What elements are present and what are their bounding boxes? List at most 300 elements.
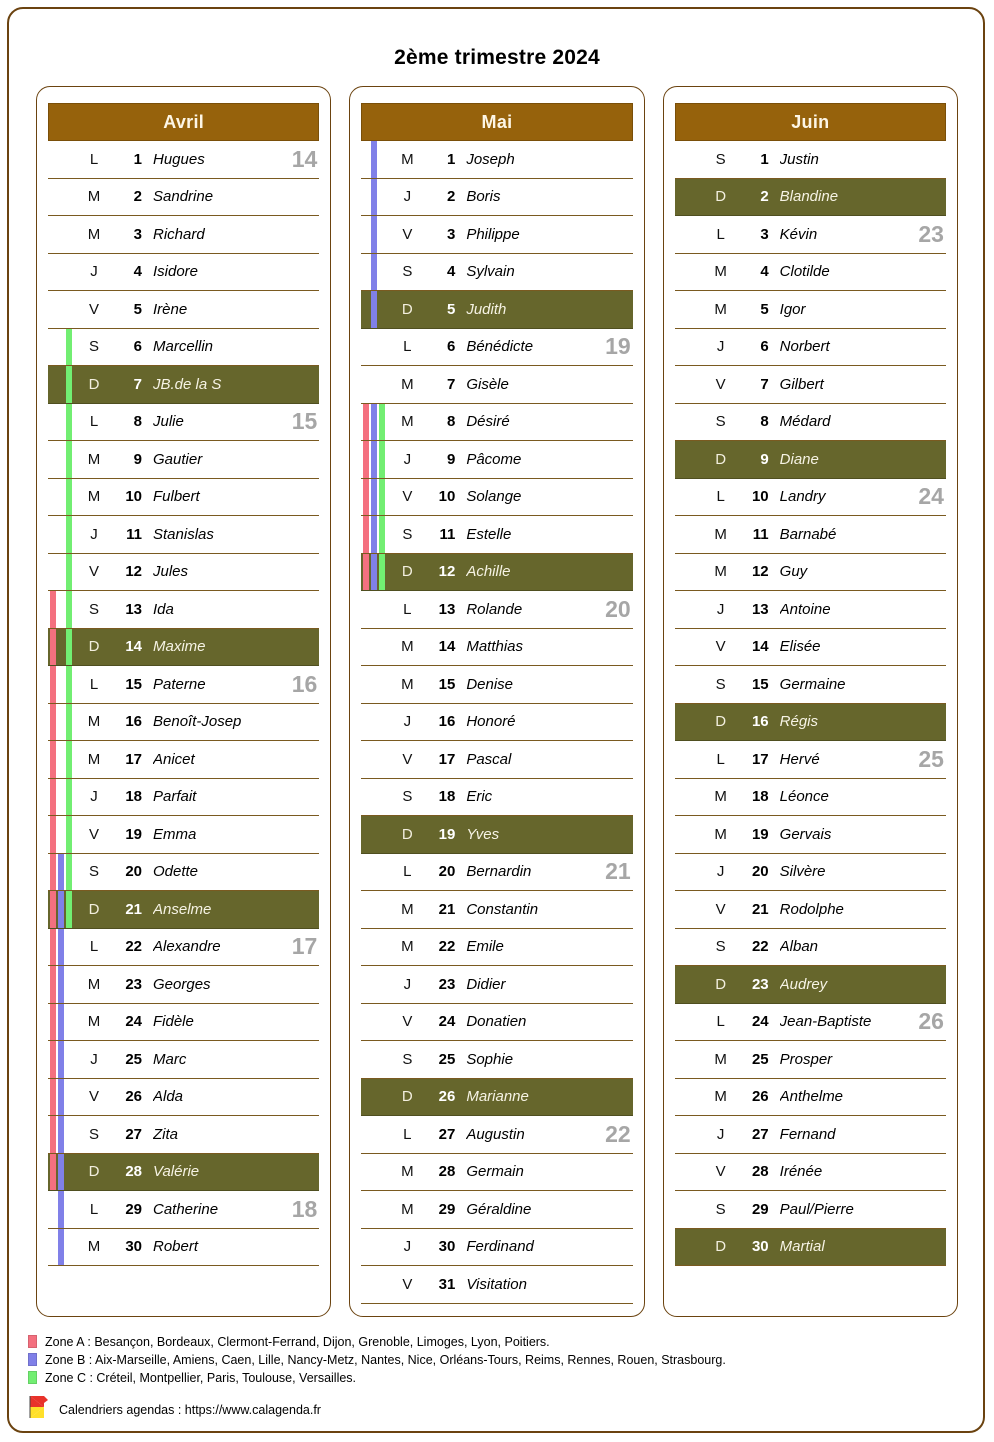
day-number: 7: [446, 375, 456, 393]
zone-b-spacer: [58, 216, 64, 253]
zone-a-stripe: [50, 741, 56, 778]
day-of-week: M: [401, 150, 414, 168]
day-of-week: L: [716, 1013, 725, 1031]
vacation-zone-stripes: [677, 1191, 701, 1228]
zone-b-spacer: [685, 704, 691, 741]
day-row[interactable]: [48, 666, 319, 704]
day-of-week: J: [403, 188, 412, 206]
day-number: 25: [438, 1050, 456, 1068]
day-row[interactable]: [675, 929, 946, 967]
day-number: 17: [751, 750, 769, 768]
zone-b-spacer: [58, 329, 64, 366]
day-number: 29: [125, 1200, 142, 1218]
day-of-week: V: [715, 1163, 726, 1181]
day-number: 11: [126, 525, 142, 543]
saint-name: Fernand: [779, 1125, 836, 1143]
day-number: 10: [125, 488, 142, 506]
day-number: 10: [438, 488, 456, 506]
day-row[interactable]: [675, 1229, 946, 1267]
day-number: 8: [133, 413, 142, 431]
zone-b-spacer: [685, 479, 691, 516]
week-number: 16: [291, 670, 318, 697]
day-row[interactable]: [48, 254, 319, 292]
zone-a-spacer: [363, 1116, 369, 1153]
saint-name: Visitation: [466, 1275, 527, 1293]
day-row[interactable]: [675, 554, 946, 592]
vacation-zone-stripes: [363, 1004, 387, 1041]
day-of-week: M: [401, 1163, 414, 1181]
day-number: 15: [438, 675, 456, 693]
day-number: 15: [751, 675, 769, 693]
day-row[interactable]: [361, 291, 632, 329]
day-number: 5: [133, 300, 142, 318]
day-row[interactable]: [361, 404, 632, 442]
day-row[interactable]: [361, 854, 632, 892]
zone-a-spacer: [363, 929, 369, 966]
vacation-zone-stripes: [50, 441, 74, 478]
day-row[interactable]: [675, 666, 946, 704]
day-of-week: V: [402, 1275, 413, 1293]
day-row[interactable]: [48, 441, 319, 479]
zone-b-spacer: [685, 179, 691, 216]
day-row[interactable]: [675, 179, 946, 217]
zone-b-spacer: [685, 441, 691, 478]
day-of-week: L: [716, 225, 725, 243]
day-row[interactable]: [361, 929, 632, 967]
day-row[interactable]: [675, 1079, 946, 1117]
day-row[interactable]: [361, 179, 632, 217]
vacation-zone-stripes: [50, 966, 74, 1003]
day-row[interactable]: [675, 254, 946, 292]
day-row[interactable]: [48, 1041, 319, 1079]
day-row[interactable]: [48, 1154, 319, 1192]
day-row[interactable]: [361, 629, 632, 667]
zone-a-spacer: [50, 554, 56, 591]
day-row[interactable]: [675, 816, 946, 854]
day-row[interactable]: [48, 741, 319, 779]
saint-name: Robert: [153, 1238, 199, 1256]
day-row[interactable]: [361, 966, 632, 1004]
day-of-week: S: [88, 863, 99, 881]
saint-name: Hugues: [153, 150, 205, 168]
zone-a-spacer: [677, 1154, 683, 1191]
day-of-week: M: [714, 563, 727, 581]
day-row[interactable]: [48, 1004, 319, 1042]
day-row[interactable]: [675, 291, 946, 329]
day-number: 22: [438, 938, 456, 956]
zone-b-spacer: [685, 1154, 691, 1191]
day-row[interactable]: [48, 1079, 319, 1117]
day-row[interactable]: [48, 591, 319, 629]
day-of-week: V: [402, 750, 413, 768]
day-row[interactable]: [675, 366, 946, 404]
day-of-week: V: [402, 225, 413, 243]
day-row[interactable]: [48, 216, 319, 254]
saint-name: Marc: [153, 1050, 187, 1068]
day-row[interactable]: [675, 741, 946, 779]
saint-name: Stanislas: [153, 525, 214, 543]
zone-a-spacer: [677, 141, 683, 178]
day-row[interactable]: [675, 1191, 946, 1229]
day-of-week: M: [87, 1238, 101, 1256]
zone-b-spacer: [685, 291, 691, 328]
day-number: 29: [438, 1200, 456, 1218]
vacation-zone-stripes: [50, 891, 74, 928]
vacation-zone-stripes: [677, 254, 701, 291]
zone-a-spacer: [363, 1079, 369, 1116]
legend-swatch-a: [28, 1335, 37, 1348]
zone-a-spacer: [50, 404, 56, 441]
day-row[interactable]: [48, 929, 319, 967]
day-row[interactable]: [361, 441, 632, 479]
day-row[interactable]: [48, 1229, 319, 1267]
vacation-zone-stripes: [677, 741, 701, 778]
zone-b-spacer: [371, 854, 377, 891]
vacation-zone-stripes: [677, 629, 701, 666]
zone-a-spacer: [363, 704, 369, 741]
zone-b-spacer: [371, 1229, 377, 1266]
zone-a-spacer: [363, 891, 369, 928]
zone-b-spacer: [371, 1191, 377, 1228]
day-number: 30: [125, 1238, 142, 1256]
day-of-week: J: [403, 450, 412, 468]
day-row[interactable]: [675, 1004, 946, 1042]
day-number: 16: [125, 713, 142, 731]
legend-text: Zone B : Aix-Marseille, Amiens, Caen, Lille, Nancy-Metz, Nantes, Nice, Orléans-Tours, Reims, Rennes, Rouen, Strasbourg.: [45, 1352, 726, 1367]
saint-name: Justin: [779, 150, 819, 168]
vacation-zone-stripes: [50, 1116, 74, 1153]
vacation-zone-stripes: [50, 179, 74, 216]
day-number: 29: [751, 1200, 769, 1218]
day-row[interactable]: [361, 1041, 632, 1079]
zone-b-spacer: [371, 1116, 377, 1153]
day-row[interactable]: [675, 141, 946, 179]
zone-a-spacer: [363, 1266, 369, 1303]
day-number: 17: [438, 750, 456, 768]
day-of-week: J: [716, 600, 725, 618]
saint-name: Philippe: [466, 225, 520, 243]
day-of-week: J: [90, 1050, 98, 1068]
day-row[interactable]: [361, 591, 632, 629]
vacation-zone-stripes: [677, 516, 701, 553]
day-row[interactable]: [48, 779, 319, 817]
zone-b-spacer: [685, 591, 691, 628]
day-row[interactable]: [48, 966, 319, 1004]
day-row[interactable]: [361, 1266, 632, 1304]
zone-a-spacer: [677, 329, 683, 366]
zone-b-spacer: [685, 329, 691, 366]
day-row[interactable]: [675, 891, 946, 929]
zone-b-stripe: [371, 291, 377, 328]
saint-name: Audrey: [779, 975, 828, 993]
day-of-week: M: [87, 1013, 101, 1031]
day-row[interactable]: [675, 216, 946, 254]
day-of-week: S: [715, 413, 726, 431]
day-row[interactable]: [48, 479, 319, 517]
day-list: [48, 141, 319, 1266]
day-row[interactable]: [361, 554, 632, 592]
day-number: 27: [438, 1125, 456, 1143]
day-row[interactable]: [675, 1154, 946, 1192]
day-row[interactable]: [48, 704, 319, 742]
zone-a-spacer: [363, 741, 369, 778]
saint-name: Barnabé: [779, 525, 837, 543]
day-row[interactable]: [675, 479, 946, 517]
vacation-zone-stripes: [677, 1116, 701, 1153]
vacation-zone-stripes: [50, 516, 74, 553]
day-row[interactable]: [361, 1004, 632, 1042]
day-row[interactable]: [48, 854, 319, 892]
month-header: Juin: [675, 103, 946, 141]
zone-a-spacer: [677, 816, 683, 853]
zone-a-spacer: [677, 441, 683, 478]
saint-name: Ida: [153, 600, 174, 618]
day-of-week: S: [88, 1125, 99, 1143]
day-list: [361, 141, 632, 1304]
zone-a-spacer: [677, 291, 683, 328]
day-number: 18: [751, 788, 769, 806]
vacation-zone-stripes: [50, 291, 74, 328]
day-row[interactable]: [675, 854, 946, 892]
day-row[interactable]: [675, 779, 946, 817]
day-number: 30: [751, 1238, 769, 1256]
saint-name: Zita: [153, 1125, 179, 1143]
saint-name: Rolande: [466, 600, 523, 618]
zone-a-spacer: [50, 479, 56, 516]
day-row[interactable]: [675, 1116, 946, 1154]
day-number: 20: [438, 863, 456, 881]
day-row[interactable]: [675, 1041, 946, 1079]
zone-a-stripe: [50, 591, 56, 628]
day-of-week: J: [90, 263, 98, 281]
zone-a-stripe: [50, 1004, 56, 1041]
day-of-week: M: [87, 750, 101, 768]
zone-a-spacer: [50, 179, 56, 216]
zone-a-stripe: [50, 704, 56, 741]
zone-a-stripe: [363, 441, 369, 478]
legend-swatch-b: [28, 1353, 37, 1366]
week-number: 24: [918, 483, 944, 510]
day-row[interactable]: [675, 329, 946, 367]
day-of-week: J: [90, 788, 98, 806]
day-row[interactable]: [675, 704, 946, 742]
zone-b-spacer: [371, 1079, 377, 1116]
zone-a-spacer: [363, 779, 369, 816]
zone-b-spacer: [685, 966, 691, 1003]
day-row[interactable]: [675, 441, 946, 479]
zone-a-spacer: [677, 929, 683, 966]
zone-a-spacer: [677, 629, 683, 666]
day-row[interactable]: [361, 516, 632, 554]
day-row[interactable]: [48, 816, 319, 854]
zone-a-spacer: [363, 254, 369, 291]
vacation-zone-stripes: [363, 1191, 387, 1228]
zone-b-spacer: [58, 404, 64, 441]
zone-b-spacer: [685, 366, 691, 403]
day-of-week: M: [714, 825, 727, 843]
day-row[interactable]: [675, 404, 946, 442]
saint-name: Richard: [153, 225, 205, 243]
day-row[interactable]: [361, 216, 632, 254]
saint-name: Germain: [466, 1163, 524, 1181]
day-row[interactable]: [675, 591, 946, 629]
vacation-zone-stripes: [677, 1154, 701, 1191]
vacation-zone-stripes: [677, 329, 701, 366]
day-row[interactable]: [48, 291, 319, 329]
day-row[interactable]: [361, 704, 632, 742]
day-row[interactable]: [361, 1079, 632, 1117]
zone-a-spacer: [677, 554, 683, 591]
zone-a-stripe: [50, 1116, 56, 1153]
month-card-avril: [36, 86, 331, 1317]
vacation-zone-stripes: [363, 1079, 387, 1116]
saint-name: Valérie: [153, 1163, 200, 1181]
zone-b-spacer: [58, 666, 64, 703]
day-of-week: D: [401, 1088, 413, 1106]
saint-name: Antoine: [779, 600, 831, 618]
day-of-week: V: [402, 1013, 413, 1031]
vacation-zone-stripes: [50, 254, 74, 291]
day-of-week: L: [89, 150, 99, 168]
day-number: 10: [751, 488, 769, 506]
day-row[interactable]: [361, 366, 632, 404]
day-row[interactable]: [48, 1116, 319, 1154]
day-number: 16: [751, 713, 769, 731]
vacation-zone-stripes: [677, 966, 701, 1003]
vacation-zone-stripes: [677, 891, 701, 928]
zone-b-spacer: [685, 516, 691, 553]
day-row[interactable]: [361, 741, 632, 779]
saint-name: Anicet: [153, 750, 195, 768]
day-of-week: J: [716, 1125, 725, 1143]
day-number: 8: [760, 413, 769, 431]
saint-name: Gisèle: [466, 375, 509, 393]
zone-b-stripe: [58, 1116, 64, 1153]
saint-name: Emma: [153, 825, 197, 843]
day-of-week: D: [401, 563, 413, 581]
zone-a-stripe: [50, 1154, 56, 1191]
day-of-week: M: [87, 188, 101, 206]
day-row[interactable]: [48, 366, 319, 404]
zone-b-stripe: [58, 1004, 64, 1041]
vacation-zone-stripes: [50, 591, 74, 628]
legend-text: Zone A : Besançon, Bordeaux, Clermont-Ferrand, Dijon, Grenoble, Limoges, Lyon, Poitiers.: [45, 1334, 550, 1349]
vacation-zone-stripes: [677, 404, 701, 441]
vacation-zone-stripes: [677, 1004, 701, 1041]
zone-b-stripe: [58, 1229, 64, 1266]
zone-a-spacer: [363, 366, 369, 403]
zone-a-stripe: [50, 966, 56, 1003]
day-number: 4: [133, 263, 142, 281]
day-row[interactable]: [361, 1116, 632, 1154]
zone-b-stripe: [371, 479, 377, 516]
saint-name: Silvère: [779, 863, 826, 881]
day-row[interactable]: [361, 1191, 632, 1229]
zone-b-spacer: [58, 291, 64, 328]
zone-a-spacer: [677, 1191, 683, 1228]
day-number: 2: [760, 188, 769, 206]
vacation-zone-stripes: [677, 141, 701, 178]
day-number: 23: [751, 975, 769, 993]
day-of-week: M: [401, 1200, 414, 1218]
day-of-week: D: [715, 450, 727, 468]
zone-a-spacer: [363, 1154, 369, 1191]
day-of-week: D: [715, 188, 727, 206]
saint-name: Germaine: [779, 675, 846, 693]
vacation-zone-stripes: [363, 779, 387, 816]
zone-b-spacer: [685, 141, 691, 178]
day-row[interactable]: [48, 1191, 319, 1229]
day-row[interactable]: [675, 629, 946, 667]
saint-name: Gautier: [153, 450, 203, 468]
vacation-zone-stripes: [363, 1116, 387, 1153]
zone-b-spacer: [371, 966, 377, 1003]
day-row[interactable]: [48, 329, 319, 367]
day-of-week: L: [403, 863, 412, 881]
zone-a-spacer: [677, 366, 683, 403]
day-row[interactable]: [361, 666, 632, 704]
zone-b-stripe: [371, 179, 377, 216]
zone-a-spacer: [363, 854, 369, 891]
day-row[interactable]: [361, 779, 632, 817]
day-row[interactable]: [675, 516, 946, 554]
saint-name: Norbert: [779, 338, 830, 356]
day-row[interactable]: [361, 816, 632, 854]
day-row[interactable]: [675, 966, 946, 1004]
day-row[interactable]: [48, 554, 319, 592]
zone-a-spacer: [677, 516, 683, 553]
zone-b-spacer: [371, 629, 377, 666]
vacation-zone-stripes: [50, 479, 74, 516]
day-number: 5: [446, 300, 456, 318]
day-row[interactable]: [361, 479, 632, 517]
day-of-week: M: [87, 975, 101, 993]
saint-name: Régis: [779, 713, 819, 731]
day-number: 24: [125, 1013, 142, 1031]
day-of-week: S: [88, 600, 99, 618]
day-row[interactable]: [361, 1154, 632, 1192]
day-row[interactable]: [48, 516, 319, 554]
zone-a-spacer: [50, 441, 56, 478]
day-row[interactable]: [48, 891, 319, 929]
day-number: 4: [446, 263, 456, 281]
day-row[interactable]: [361, 254, 632, 292]
vacation-zone-stripes: [363, 891, 387, 928]
day-number: 19: [438, 825, 456, 843]
day-row[interactable]: [48, 629, 319, 667]
day-of-week: M: [714, 300, 727, 318]
day-number: 11: [439, 525, 456, 543]
day-number: 18: [125, 788, 142, 806]
vacation-zone-stripes: [363, 966, 387, 1003]
vacation-zone-stripes: [363, 704, 387, 741]
day-row[interactable]: [361, 891, 632, 929]
day-of-week: M: [401, 938, 414, 956]
day-row[interactable]: [48, 179, 319, 217]
zone-b-spacer: [58, 629, 64, 666]
saint-name: Georges: [153, 975, 211, 993]
day-row[interactable]: [48, 404, 319, 442]
vacation-zone-stripes: [363, 816, 387, 853]
day-row[interactable]: [361, 141, 632, 179]
day-number: 11: [752, 525, 769, 543]
day-row[interactable]: [361, 329, 632, 367]
week-number: 14: [291, 145, 318, 172]
day-row[interactable]: [48, 141, 319, 179]
saint-name: Alda: [153, 1088, 184, 1106]
day-row[interactable]: [361, 1229, 632, 1267]
day-number: 3: [446, 225, 456, 243]
